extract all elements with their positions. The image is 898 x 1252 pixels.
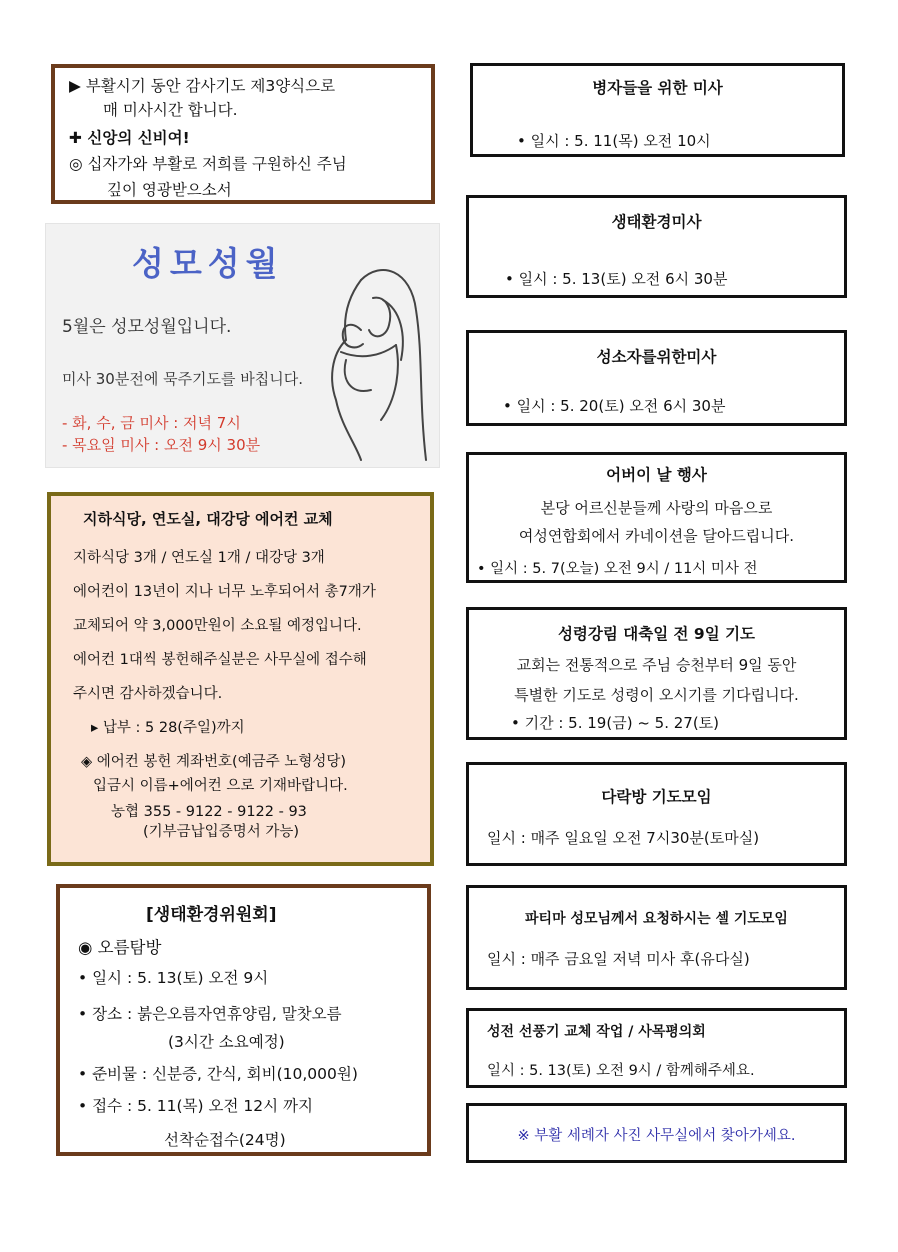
notice-line: 깊이 영광받으소서 <box>107 181 232 199</box>
box-title: 파티마 성모님께서 요청하시는 셀 기도모임 <box>525 911 788 927</box>
notice-line: ▶ 부활시기 동안 감사기도 제3양식으로 <box>69 77 336 95</box>
box-title: 성령강림 대축일 전 9일 기도 <box>557 625 756 643</box>
mass-time-weekday: - 화, 수, 금 미사 : 저녁 7시 <box>62 414 241 432</box>
aircon-line: 교체되어 약 3,000만원이 소요될 예정입니다. <box>73 618 362 634</box>
box-date: 일시 : 매주 일요일 오전 7시30분(토마실) <box>487 829 760 847</box>
eco-line: 선착순접수(24명) <box>164 1131 286 1149</box>
box-date: • 일시 : 5. 13(토) 오전 6시 30분 <box>505 270 728 288</box>
aircon-title: 지하식당, 연도실, 대강당 에어컨 교체 <box>83 510 333 528</box>
box-title: 성전 선풍기 교체 작업 / 사목평의회 <box>487 1024 706 1040</box>
aircon-replacement-notice <box>47 492 434 866</box>
box-text: 특별한 기도로 성령이 오시기를 기다립니다. <box>514 686 799 704</box>
sick-mass-box <box>470 63 845 157</box>
box-title: 병자들을 위한 미사 <box>592 79 723 97</box>
marian-month-text: 5월은 성모성월입니다. <box>62 317 232 337</box>
box-date: • 기간 : 5. 19(금) ~ 5. 27(토) <box>511 714 720 732</box>
box-date: • 일시 : 5. 7(오늘) 오전 9시 / 11시 미사 전 <box>477 561 758 577</box>
box-date: • 일시 : 5. 11(목) 오전 10시 <box>517 132 711 150</box>
box-text: 본당 어르신분들께 사랑의 마음으로 <box>540 499 773 517</box>
marian-month-text: 미사 30분전에 묵주기도를 바칩니다. <box>62 370 304 388</box>
marian-month-title: 성모성월 <box>132 244 284 283</box>
aircon-line: 에어컨이 13년이 지나 너무 노후되어서 총7개가 <box>73 584 376 600</box>
eco-line: • 장소 : 붉은오름자연휴양림, 말찻오름 <box>78 1005 342 1023</box>
box-date: 일시 : 매주 금요일 저녁 미사 후(유다실) <box>487 950 750 968</box>
aircon-line: 주시면 감사하겠습니다. <box>73 686 223 702</box>
aircon-line: 지하식당 3개 / 연도실 1개 / 대강당 3개 <box>73 550 325 566</box>
box-title: 생태환경미사 <box>611 213 702 231</box>
box-title: 어버이 날 행사 <box>606 466 707 484</box>
baptism-photo-box <box>466 1103 847 1163</box>
box-date: • 일시 : 5. 20(토) 오전 6시 30분 <box>503 397 726 415</box>
mass-time-thursday: - 목요일 미사 : 오전 9시 30분 <box>62 436 261 454</box>
parents-day-box <box>466 452 847 583</box>
eco-line: ◉ 오름탐방 <box>78 938 162 957</box>
eco-line: • 준비물 : 신분증, 간식, 회비(10,000원) <box>78 1065 358 1083</box>
aircon-line: 에어컨 1대씩 봉헌해주실분은 사무실에 접수해 <box>73 652 367 668</box>
box-date: 일시 : 5. 13(토) 오전 9시 / 함께해주세요. <box>487 1063 755 1079</box>
eco-line: • 일시 : 5. 13(토) 오전 9시 <box>78 969 269 987</box>
bank-account-number: 농협 355 - 9122 - 9122 - 93 <box>111 804 307 820</box>
notice-line: ◎ 십자가와 부활로 저희를 구원하신 주님 <box>69 155 347 173</box>
notice-line: ✚ 신앙의 신비여! <box>69 129 190 147</box>
marian-month-card <box>45 223 440 468</box>
eco-line: (3시간 소요예정) <box>168 1033 285 1051</box>
eco-committee-notice <box>56 884 431 1156</box>
box-title: 성소자를위한미사 <box>596 348 717 366</box>
aircon-line: (기부금납입증명서 가능) <box>143 824 299 840</box>
box-text: 여성연합회에서 카네이션을 달아드립니다. <box>518 527 795 545</box>
aircon-line: 입금시 이름+에어컨 으로 기재바랍니다. <box>93 778 348 794</box>
box-title: 다락방 기도모임 <box>601 788 712 806</box>
attic-prayer-box <box>466 762 847 866</box>
baptism-photo-notice: ※ 부활 세례자 사진 사무실에서 찾아가세요. <box>517 1128 796 1144</box>
notice-line: 매 미사시간 합니다. <box>103 101 238 119</box>
mary-illustration-icon <box>301 260 433 465</box>
eco-mass-box <box>466 195 847 298</box>
payment-deadline: ▸ 납부 : 5 28(주일)까지 <box>91 720 245 736</box>
eco-line: • 접수 : 5. 11(목) 오전 12시 까지 <box>78 1097 313 1115</box>
easter-prayer-notice <box>51 64 435 204</box>
fatima-cell-prayer-box <box>466 885 847 990</box>
box-text: 교회는 전통적으로 주님 승천부터 9일 동안 <box>516 656 797 674</box>
eco-committee-title: [생태환경위원회] <box>146 905 277 925</box>
vocation-mass-box <box>466 330 847 426</box>
pentecost-novena-box <box>466 607 847 740</box>
fan-replacement-box <box>466 1008 847 1088</box>
account-info: ◈ 에어컨 봉헌 계좌번호(예금주 노형성당) <box>81 754 347 770</box>
